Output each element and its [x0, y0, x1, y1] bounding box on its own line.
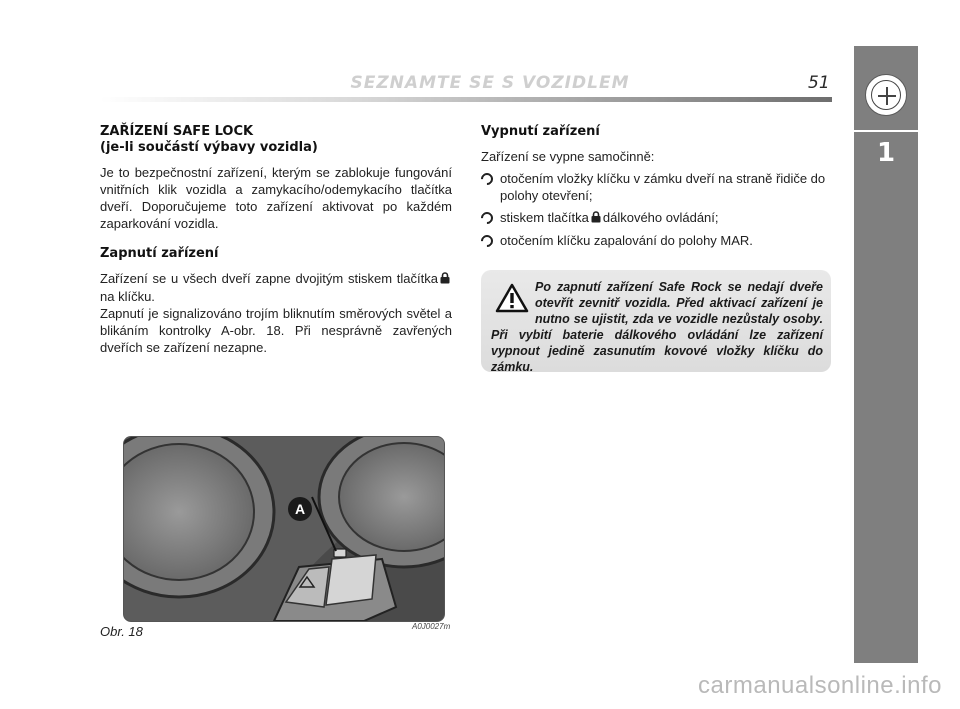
section-title: ZAŘÍZENÍ SAFE LOCK — [100, 124, 254, 139]
switch-on-title: Zapnutí zařízení — [100, 246, 219, 261]
switch-off-list — [481, 170, 833, 249]
list-item-text: stiskem tlačítka — [500, 210, 589, 225]
bullet-icon — [479, 233, 496, 250]
callout-label: A — [294, 501, 306, 517]
switch-off-title: Vypnutí zařízení — [481, 124, 600, 139]
intro-paragraph: Je to bezpečnostní zařízení, kterým se zablokuje fungování vnitřních klik vozidla a zamykacího/odemykacího tlačítka dveří. Doporučujeme toto zařízení aktivovat po každém zaparkování vozidla. — [100, 165, 452, 231]
figure-caption: Obr. 18 — [100, 624, 143, 639]
list-item-text: otočením klíčku zapalování do polohy MAR. — [500, 233, 753, 248]
emblem-ring — [871, 80, 901, 110]
list-item — [481, 170, 833, 204]
list-item-text-after: dálkového ovládání; — [602, 210, 719, 225]
bullet-icon — [479, 210, 496, 227]
switch-on-paragraph — [100, 270, 452, 305]
dashboard-illustration — [124, 437, 444, 621]
sidebar-divider — [854, 130, 918, 132]
switch-on-signal-paragraph: Zapnutí je signalizováno trojím bliknutím směrových světel a blikáním kontrolky A-obr. 18. Při nesprávně zavřených dveřích se zařízení nezapne. — [100, 306, 452, 355]
lock-icon — [440, 271, 450, 288]
warning-text — [491, 279, 823, 375]
list-item-text: otočením vložky klíčku v zámku dveří na straně řidiče do polohy otevření; — [500, 171, 826, 203]
chapter-number: 1 — [876, 138, 896, 168]
right-column — [481, 124, 833, 254]
figure-code: A0J0027m — [412, 622, 451, 631]
emblem-cross-horizontal — [878, 95, 896, 97]
figure-image — [123, 436, 445, 622]
warning-text-content: Po zapnutí zařízení Safe Rock se nedají dveře otevřít zevnitř vozidla. Před aktivací zařízení je nutno se ujistit, zda ve vozidle nezůstaly osoby. Při vybití baterie dálkového ovládání lze zařízení vypnout jedině zasunutím kovové vložky klíčku do zámku. — [491, 280, 823, 374]
warning-box — [481, 270, 831, 372]
switch-on-text-after: na klíčku. — [100, 289, 155, 304]
bullet-icon — [479, 171, 496, 188]
list-item — [481, 232, 833, 249]
lock-icon — [591, 210, 601, 227]
section-subtitle: (je-li součástí výbavy vozidla) — [100, 140, 318, 155]
switch-on-text-before: Zařízení se u všech dveří zapne dvojitým stiskem tlačítka — [100, 271, 438, 286]
page-title: SEZNAMTE SE S VOZIDLEM — [350, 73, 630, 93]
header-rule — [100, 97, 832, 102]
watermark: carmanualsonline.info — [698, 672, 942, 699]
alfa-romeo-emblem-icon — [865, 74, 907, 116]
switch-off-intro: Zařízení se vypne samočinně: — [481, 149, 655, 164]
page-number: 51 — [808, 73, 830, 93]
list-item — [481, 209, 833, 227]
chapter-sidebar — [854, 46, 918, 663]
left-column — [100, 124, 452, 356]
